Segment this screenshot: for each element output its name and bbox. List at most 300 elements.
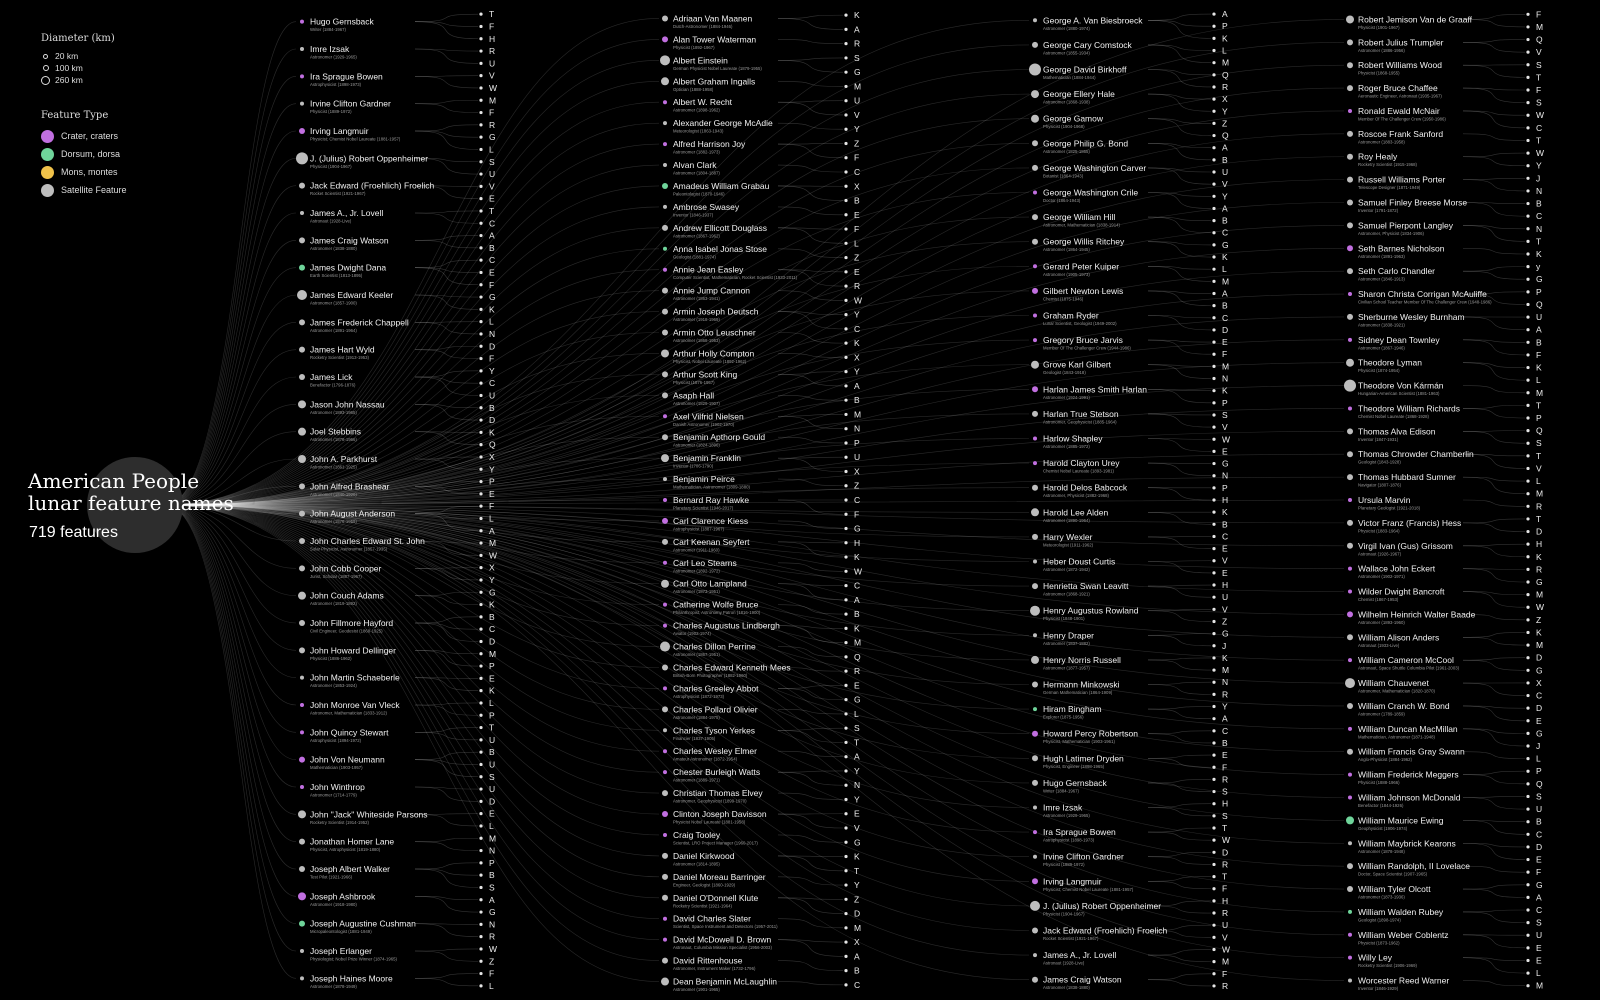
feature-node bbox=[844, 727, 847, 730]
feature-link bbox=[1148, 685, 1211, 695]
person-description: Physicist (1886-1962) bbox=[310, 655, 352, 661]
feature-letter: A bbox=[1222, 713, 1228, 724]
person-description: Astronomer (1855-1934) bbox=[1043, 50, 1090, 56]
feature-letter: N bbox=[1222, 470, 1229, 481]
person-node bbox=[1348, 292, 1352, 296]
root-link bbox=[165, 505, 659, 877]
person-node bbox=[300, 676, 304, 680]
feature-letter: S bbox=[1222, 810, 1228, 821]
feature-link bbox=[415, 236, 478, 241]
person-name: Hugh Latimer Dryden bbox=[1043, 753, 1124, 764]
feature-letter: Y bbox=[489, 464, 495, 475]
feature-link bbox=[1463, 157, 1525, 166]
person-node bbox=[1347, 154, 1353, 160]
feature-node bbox=[1526, 202, 1529, 205]
feature-link bbox=[415, 104, 478, 113]
person-name: Seth Barnes Nicholson bbox=[1358, 243, 1445, 254]
feature-link bbox=[1463, 203, 1525, 217]
feature-letter: P bbox=[1222, 482, 1228, 493]
feature-link bbox=[1463, 866, 1525, 872]
feature-node bbox=[1212, 498, 1215, 501]
feature-letter: E bbox=[489, 193, 495, 204]
person-description: Physicist (1904-1967) bbox=[1043, 911, 1085, 917]
person-description: Astronaut, Columbia Mission Specialist (1956-2003) bbox=[673, 945, 772, 951]
feature-letter: A bbox=[854, 380, 860, 391]
diameter-legend-label: 260 km bbox=[55, 75, 83, 85]
feature-link bbox=[1463, 632, 1525, 637]
feature-node bbox=[1212, 620, 1215, 623]
person-description: Physicist (1889-1972) bbox=[1043, 862, 1085, 868]
person-node bbox=[296, 152, 308, 164]
person-name: Armin Otto Leuschner bbox=[673, 327, 756, 338]
feature-node bbox=[1526, 492, 1529, 495]
person-node bbox=[299, 839, 305, 845]
feature-letter: P bbox=[489, 661, 495, 672]
feature-letter: W bbox=[1536, 602, 1545, 613]
person-node bbox=[1347, 634, 1353, 640]
feature-node bbox=[1212, 839, 1215, 842]
feature-letter: A bbox=[1222, 288, 1228, 299]
person-description: Astronomer (1867-1951) bbox=[673, 652, 720, 658]
feature-letter: T bbox=[1536, 236, 1542, 247]
feature-letter: E bbox=[1536, 854, 1542, 865]
feature-letter: C bbox=[1536, 211, 1543, 222]
person-description: Rocketry Scientist (1906-1969) bbox=[1358, 963, 1417, 969]
feature-link bbox=[1463, 225, 1525, 241]
feature-node bbox=[479, 25, 482, 28]
person-name: Asaph Hall bbox=[673, 390, 715, 401]
person-node bbox=[1347, 520, 1353, 526]
feature-link bbox=[778, 771, 843, 772]
feature-node bbox=[1526, 379, 1529, 382]
feature-node bbox=[1526, 757, 1529, 760]
feature-letter: B bbox=[489, 870, 495, 881]
person-node bbox=[1032, 534, 1038, 540]
feature-node bbox=[1212, 547, 1215, 550]
person-node bbox=[663, 728, 667, 732]
person-name: Benjamin Apthorp Gould bbox=[673, 432, 766, 443]
feature-letter: C bbox=[1536, 829, 1543, 840]
feature-letter: W bbox=[1536, 110, 1545, 121]
feature-node bbox=[1526, 555, 1529, 558]
person-node bbox=[298, 810, 306, 818]
person-node bbox=[1348, 590, 1352, 594]
person-name: Theodore Von Kármán bbox=[1358, 380, 1444, 391]
person-description: Astronomer (1902-1971) bbox=[1358, 574, 1405, 580]
feature-node bbox=[844, 370, 847, 373]
feature-letter: M bbox=[1222, 57, 1230, 68]
feature-letter: R bbox=[489, 931, 496, 942]
feature-letter: K bbox=[1536, 249, 1542, 259]
person-name: William Randolph, II Lovelace bbox=[1358, 861, 1470, 872]
person-node bbox=[1033, 855, 1037, 859]
feature-letter: C bbox=[1222, 531, 1229, 542]
feature-letter: Y bbox=[1222, 106, 1228, 117]
feature-node bbox=[1526, 984, 1529, 987]
size-circle-icon bbox=[41, 76, 50, 85]
feature-node bbox=[844, 555, 847, 558]
feature-link bbox=[415, 125, 478, 131]
feature-link bbox=[1148, 20, 1211, 26]
feature-node bbox=[1526, 707, 1529, 710]
feature-link bbox=[1148, 45, 1211, 63]
person-description: Astronomer (1857-1900) bbox=[310, 300, 357, 306]
person-node bbox=[1032, 682, 1038, 688]
person-name: William Frederick Meggers bbox=[1358, 769, 1459, 780]
person-node bbox=[663, 561, 667, 565]
person-description: Astronomer (1876-1959) bbox=[310, 519, 357, 525]
person-node bbox=[299, 538, 305, 544]
person-description: Rocket Scientist (1921-1967) bbox=[1043, 936, 1099, 941]
person-name: William Duncan MacMillan bbox=[1358, 723, 1458, 734]
feature-node bbox=[479, 86, 482, 89]
feature-link bbox=[778, 143, 843, 144]
feature-link bbox=[415, 623, 478, 629]
feature-letter: V bbox=[1222, 604, 1228, 615]
person-node bbox=[299, 265, 305, 271]
feature-letter: R bbox=[854, 666, 861, 677]
feature-node bbox=[1212, 158, 1215, 161]
person-node bbox=[1033, 707, 1037, 711]
feature-node bbox=[1212, 438, 1215, 441]
feature-link bbox=[1148, 779, 1211, 782]
feature-node bbox=[1212, 571, 1215, 574]
feature-link bbox=[1148, 804, 1211, 808]
feature-link bbox=[1463, 658, 1525, 660]
person-description: Physicist (1876-1957) bbox=[673, 379, 715, 385]
feature-link bbox=[778, 835, 843, 842]
feature-node bbox=[479, 332, 482, 335]
feature-node bbox=[1526, 63, 1529, 66]
feature-letter: H bbox=[1222, 798, 1229, 809]
feature-node bbox=[844, 342, 847, 345]
root-link bbox=[165, 22, 296, 505]
person-name: Harlow Shapley bbox=[1043, 433, 1103, 444]
feature-node bbox=[844, 655, 847, 658]
person-description: Astronomer (1825-1865) bbox=[1043, 148, 1090, 154]
feature-letter: V bbox=[489, 70, 495, 81]
feature-letter: R bbox=[1222, 81, 1229, 92]
feature-node bbox=[1526, 151, 1529, 154]
feature-letter: X bbox=[854, 466, 860, 477]
feature-link bbox=[415, 350, 478, 359]
person-description: Astronomer (1886-1956) bbox=[1358, 47, 1405, 53]
feature-letter: T bbox=[854, 737, 860, 748]
person-description: Philanthropist, Astronomy Patron (1816-1900) bbox=[673, 610, 761, 616]
person-description: Writer (1884-1967) bbox=[1043, 788, 1079, 794]
feature-link bbox=[1463, 19, 1525, 26]
person-node bbox=[1348, 727, 1352, 731]
type-legend-label: Dorsum, dorsa bbox=[61, 149, 121, 159]
root-link bbox=[165, 20, 1029, 505]
feature-node bbox=[844, 213, 847, 216]
person-node bbox=[1033, 953, 1037, 957]
person-node bbox=[1032, 288, 1038, 294]
person-description: Astronomer (1882-1973) bbox=[673, 149, 720, 155]
person-description: Inventor (1846-1937) bbox=[673, 212, 714, 218]
person-name: Harry Wexler bbox=[1043, 531, 1093, 542]
feature-letter: F bbox=[489, 353, 495, 364]
feature-node bbox=[1526, 694, 1529, 697]
feature-letter: L bbox=[489, 144, 494, 155]
feature-letter: B bbox=[1222, 300, 1228, 311]
person-description: Physicist, Engineer (1898-1965) bbox=[1043, 763, 1105, 769]
person-description: British-Born Photographer (1882-1960) bbox=[673, 672, 748, 678]
person-name: Jonathan Homer Lane bbox=[310, 836, 395, 847]
person-node bbox=[1032, 780, 1038, 786]
person-name: Ambrose Swasey bbox=[673, 201, 740, 212]
feature-node bbox=[479, 246, 482, 249]
feature-letter: X bbox=[489, 562, 495, 573]
feature-link bbox=[1463, 910, 1525, 912]
feature-letter: K bbox=[489, 599, 495, 610]
feature-letter: L bbox=[1536, 753, 1541, 764]
person-name: Joseph Albert Walker bbox=[310, 864, 390, 874]
feature-letter: Y bbox=[1222, 701, 1228, 712]
feature-node bbox=[1526, 416, 1529, 419]
feature-node bbox=[1526, 568, 1529, 571]
feature-letter: Z bbox=[854, 252, 860, 263]
feature-node bbox=[1526, 467, 1529, 470]
feature-link bbox=[1463, 42, 1525, 52]
person-name: J. (Julius) Robert Oppenheimer bbox=[310, 153, 429, 164]
feature-letter: A bbox=[854, 594, 860, 605]
person-name: Alvan Clark bbox=[673, 160, 717, 171]
person-node bbox=[1033, 264, 1037, 268]
feature-letter: R bbox=[1536, 501, 1543, 512]
feature-node bbox=[844, 427, 847, 430]
feature-node bbox=[1212, 426, 1215, 429]
person-name: Ira Sprague Bowen bbox=[310, 71, 383, 82]
feature-link bbox=[1148, 949, 1211, 955]
feature-node bbox=[1212, 98, 1215, 101]
person-name: John Howard Dellinger bbox=[310, 645, 396, 656]
person-name: Andrew Ellicott Douglass bbox=[673, 222, 768, 233]
feature-letter: E bbox=[489, 673, 495, 684]
person-name: Anna Isabel Jonas Stose bbox=[673, 243, 768, 254]
feature-node bbox=[1526, 215, 1529, 218]
feature-node bbox=[479, 849, 482, 852]
feature-letter: T bbox=[489, 722, 495, 733]
feature-node bbox=[479, 209, 482, 212]
person-description: Mathematician (1903-1957) bbox=[310, 765, 363, 771]
root-link bbox=[165, 505, 1029, 783]
feature-letter: K bbox=[1222, 33, 1228, 44]
person-node bbox=[299, 483, 305, 489]
feature-link bbox=[778, 165, 843, 172]
person-name: Irvine Clifton Gardner bbox=[1043, 851, 1124, 862]
person-description: Astronomer (1880-1974) bbox=[1043, 25, 1090, 31]
feature-letter: R bbox=[489, 46, 496, 57]
feature-link bbox=[1463, 519, 1525, 523]
feature-letter: D bbox=[1536, 703, 1543, 714]
person-description: Geologist (1843-1928) bbox=[1358, 459, 1401, 465]
person-name: George Washington Crile bbox=[1043, 187, 1139, 198]
chart-title-line1: American People bbox=[28, 469, 200, 493]
feature-link bbox=[778, 81, 843, 86]
feature-node bbox=[1526, 934, 1529, 937]
person-node bbox=[1348, 795, 1352, 799]
feature-letter: M bbox=[854, 81, 862, 92]
feature-node bbox=[479, 628, 482, 631]
feature-link bbox=[1463, 267, 1525, 272]
feature-node bbox=[1526, 38, 1529, 41]
feature-link bbox=[1463, 885, 1525, 889]
person-node bbox=[1030, 606, 1040, 616]
feature-link bbox=[415, 22, 478, 27]
dorsum-color-swatch bbox=[41, 148, 54, 161]
feature-node bbox=[479, 136, 482, 139]
person-node bbox=[1347, 39, 1353, 45]
person-description: Physicist; Chemist Nobel Laureate (1881-1957) bbox=[1043, 886, 1134, 892]
feature-letter: V bbox=[1536, 47, 1542, 58]
person-name: Hermann Minkowski bbox=[1043, 679, 1120, 690]
person-name: Gerard Peter Kuiper bbox=[1043, 261, 1120, 272]
feature-letter: Z bbox=[1222, 616, 1228, 627]
feature-node bbox=[844, 42, 847, 45]
feature-node bbox=[844, 413, 847, 416]
feature-link bbox=[415, 76, 478, 88]
feature-node bbox=[1526, 782, 1529, 785]
feature-letter: H bbox=[1222, 495, 1229, 505]
feature-link bbox=[1148, 658, 1211, 660]
type-legend-label: Satellite Feature bbox=[61, 185, 127, 195]
person-name: William Tyler Olcott bbox=[1358, 884, 1431, 895]
feature-link bbox=[778, 60, 843, 72]
feature-letter: C bbox=[1536, 690, 1543, 701]
person-name: Gregory Bruce Jarvis bbox=[1043, 335, 1123, 346]
root-link bbox=[165, 505, 296, 951]
feature-letter: M bbox=[1222, 956, 1230, 967]
root-link bbox=[165, 249, 659, 505]
feature-node bbox=[479, 345, 482, 348]
feature-link bbox=[415, 705, 478, 715]
diameter-legend-label: 20 km bbox=[55, 51, 79, 61]
feature-node bbox=[479, 874, 482, 877]
person-node bbox=[1347, 85, 1353, 91]
person-description: Meteorologist (1863-1943) bbox=[673, 128, 724, 134]
feature-letter: L bbox=[489, 316, 494, 327]
feature-node bbox=[1526, 631, 1529, 634]
feature-letter: C bbox=[489, 255, 496, 266]
feature-node bbox=[844, 769, 847, 772]
person-node bbox=[661, 454, 669, 462]
feature-link bbox=[778, 709, 843, 714]
feature-node bbox=[844, 399, 847, 402]
feature-link bbox=[1148, 537, 1211, 549]
feature-node bbox=[844, 284, 847, 287]
feature-node bbox=[1526, 593, 1529, 596]
feature-node bbox=[844, 299, 847, 302]
person-node bbox=[661, 978, 669, 986]
person-name: Adriaan Van Maanen bbox=[673, 13, 753, 24]
feature-letter: S bbox=[1536, 438, 1542, 449]
person-name: William Chauvenet bbox=[1358, 678, 1429, 689]
feature-letter: X bbox=[1536, 677, 1542, 688]
feature-node bbox=[1526, 315, 1529, 318]
feature-link bbox=[778, 919, 843, 928]
feature-node bbox=[479, 111, 482, 114]
feature-node bbox=[479, 123, 482, 126]
person-description: Physicist (1873-1962) bbox=[1358, 940, 1400, 946]
feature-node bbox=[1212, 73, 1215, 76]
person-node bbox=[663, 917, 667, 921]
feature-link bbox=[1148, 439, 1211, 452]
person-description: Astronomer (1819-1892) bbox=[310, 601, 357, 607]
person-name: Robert Jemison Van de Graaff bbox=[1358, 14, 1473, 25]
feature-link bbox=[415, 617, 478, 623]
feature-node bbox=[1212, 110, 1215, 113]
feature-link bbox=[778, 457, 843, 458]
person-node bbox=[661, 77, 669, 85]
person-name: John A. Parkhurst bbox=[310, 454, 378, 464]
person-node bbox=[662, 706, 668, 712]
feature-link bbox=[1463, 408, 1525, 418]
person-description: Member Of The Challenger Crew (1944-1986) bbox=[1043, 345, 1131, 351]
feature-letter: F bbox=[1536, 349, 1542, 360]
feature-letter: U bbox=[489, 759, 496, 770]
feature-letter: B bbox=[489, 611, 495, 622]
feature-node bbox=[1526, 656, 1529, 659]
feature-letter: G bbox=[489, 587, 496, 598]
person-description: Astronomer, Physicist (1882-1968) bbox=[1043, 493, 1109, 499]
person-name: George Philip G. Bond bbox=[1043, 138, 1129, 149]
person-name: Dean Benjamin McLaughlin bbox=[673, 976, 777, 987]
person-node bbox=[1032, 485, 1038, 491]
person-node bbox=[1344, 380, 1356, 392]
feature-link bbox=[778, 730, 843, 742]
feature-node bbox=[1526, 13, 1529, 16]
person-name: Thomas Alva Edison bbox=[1358, 426, 1436, 437]
person-name: Chester Burleigh Watts bbox=[673, 767, 761, 778]
feature-node bbox=[479, 406, 482, 409]
feature-letter: T bbox=[1536, 72, 1542, 83]
root-link bbox=[165, 76, 296, 505]
person-name: Henry Augustus Rowland bbox=[1043, 605, 1139, 616]
feature-node bbox=[1526, 845, 1529, 848]
feature-letter: T bbox=[489, 9, 495, 20]
feature-letter: P bbox=[489, 476, 495, 487]
feature-node bbox=[1212, 535, 1215, 538]
feature-node bbox=[1212, 377, 1215, 380]
feature-letter: R bbox=[1222, 980, 1229, 991]
feature-letter: G bbox=[489, 292, 496, 303]
person-description: Financier (1837-1905) bbox=[673, 735, 716, 741]
person-name: Irvine Clifton Gardner bbox=[310, 98, 391, 109]
feature-letter: G bbox=[1222, 628, 1229, 639]
feature-node bbox=[1212, 899, 1215, 902]
feature-link bbox=[1148, 14, 1211, 20]
person-description: Astronomer (1898-1962) bbox=[673, 107, 720, 113]
feature-node bbox=[1526, 505, 1529, 508]
person-node bbox=[1031, 90, 1039, 98]
feature-letter: N bbox=[854, 780, 861, 791]
person-description: Astronomer (1714-1779) bbox=[310, 792, 357, 798]
feature-node bbox=[844, 940, 847, 943]
feature-node bbox=[479, 357, 482, 360]
person-name: Samuel Pierpont Langley bbox=[1358, 220, 1453, 231]
person-name: Annie Jean Easley bbox=[673, 264, 744, 275]
feature-letter: G bbox=[854, 694, 861, 705]
person-description: Geologist (1898-1974) bbox=[1358, 917, 1401, 923]
feature-node bbox=[479, 615, 482, 618]
feature-link bbox=[1463, 65, 1525, 77]
person-node bbox=[662, 330, 668, 336]
feature-link bbox=[1148, 217, 1211, 233]
person-node bbox=[1345, 678, 1355, 688]
feature-letter: Y bbox=[854, 124, 860, 135]
person-name: Sidney Dean Townley bbox=[1358, 334, 1440, 345]
